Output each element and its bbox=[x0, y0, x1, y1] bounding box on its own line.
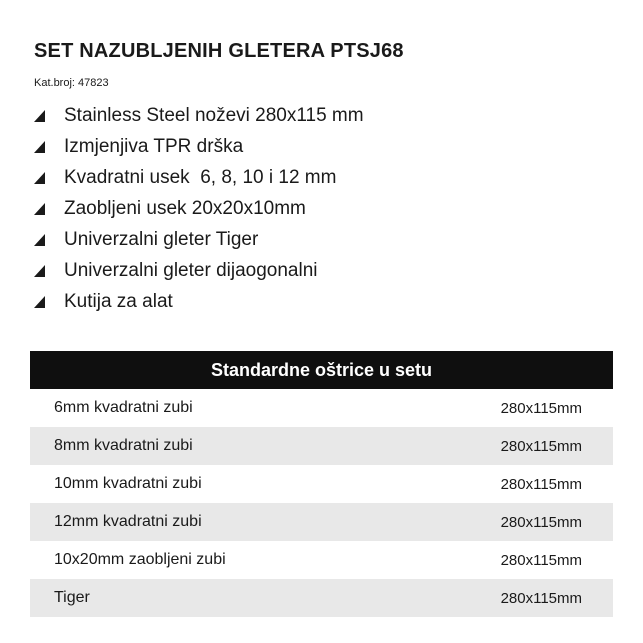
feature-text: Kvadratni usek 6, 8, 10 i 12 mm bbox=[64, 166, 337, 188]
blades-table bbox=[30, 351, 613, 617]
blade-size: 280x115mm bbox=[500, 589, 582, 607]
triangle-bullet-icon bbox=[34, 234, 45, 246]
blade-name: 12mm kvadratni zubi bbox=[54, 513, 202, 530]
feature-item bbox=[34, 224, 364, 255]
feature-item bbox=[34, 162, 364, 193]
triangle-bullet-icon bbox=[34, 141, 45, 153]
blade-size: 280x115mm bbox=[500, 475, 582, 493]
feature-text: Izmjenjiva TPR drška bbox=[64, 135, 244, 157]
feature-list bbox=[34, 100, 364, 317]
table-row bbox=[30, 541, 613, 579]
table-row bbox=[30, 579, 613, 617]
feature-item bbox=[34, 255, 364, 286]
table-row bbox=[30, 503, 613, 541]
feature-text: Zaobljeni usek 20x20x10mm bbox=[64, 197, 306, 219]
table-row bbox=[30, 427, 613, 465]
triangle-bullet-icon bbox=[34, 265, 45, 277]
product-title: SET NAZUBLJENIH GLETERA PTSJ68 bbox=[34, 40, 404, 62]
feature-item bbox=[34, 100, 364, 131]
blade-size: 280x115mm bbox=[500, 551, 582, 569]
blade-name: 10x20mm zaobljeni zubi bbox=[54, 551, 226, 568]
feature-item bbox=[34, 193, 364, 224]
triangle-bullet-icon bbox=[34, 172, 45, 184]
table-header: Standardne oštrice u setu bbox=[30, 351, 613, 389]
feature-text: Univerzalni gleter Tiger bbox=[64, 228, 259, 250]
blade-size: 280x115mm bbox=[500, 399, 582, 417]
blade-size: 280x115mm bbox=[500, 437, 582, 455]
blade-name: 6mm kvadratni zubi bbox=[54, 399, 193, 416]
feature-item bbox=[34, 286, 364, 317]
feature-item bbox=[34, 131, 364, 162]
triangle-bullet-icon bbox=[34, 296, 45, 308]
triangle-bullet-icon bbox=[34, 110, 45, 122]
blade-name: 8mm kvadratni zubi bbox=[54, 437, 193, 454]
blade-name: Tiger bbox=[54, 589, 90, 606]
feature-text: Univerzalni gleter dijaogonalni bbox=[64, 259, 318, 281]
triangle-bullet-icon bbox=[34, 203, 45, 215]
table-row bbox=[30, 389, 613, 427]
catalog-number: Kat.broj: 47823 bbox=[34, 77, 109, 89]
table-row bbox=[30, 465, 613, 503]
blade-size: 280x115mm bbox=[500, 513, 582, 531]
feature-text: Kutija za alat bbox=[64, 290, 173, 312]
feature-text: Stainless Steel noževi 280x115 mm bbox=[64, 104, 364, 126]
blade-name: 10mm kvadratni zubi bbox=[54, 475, 202, 492]
